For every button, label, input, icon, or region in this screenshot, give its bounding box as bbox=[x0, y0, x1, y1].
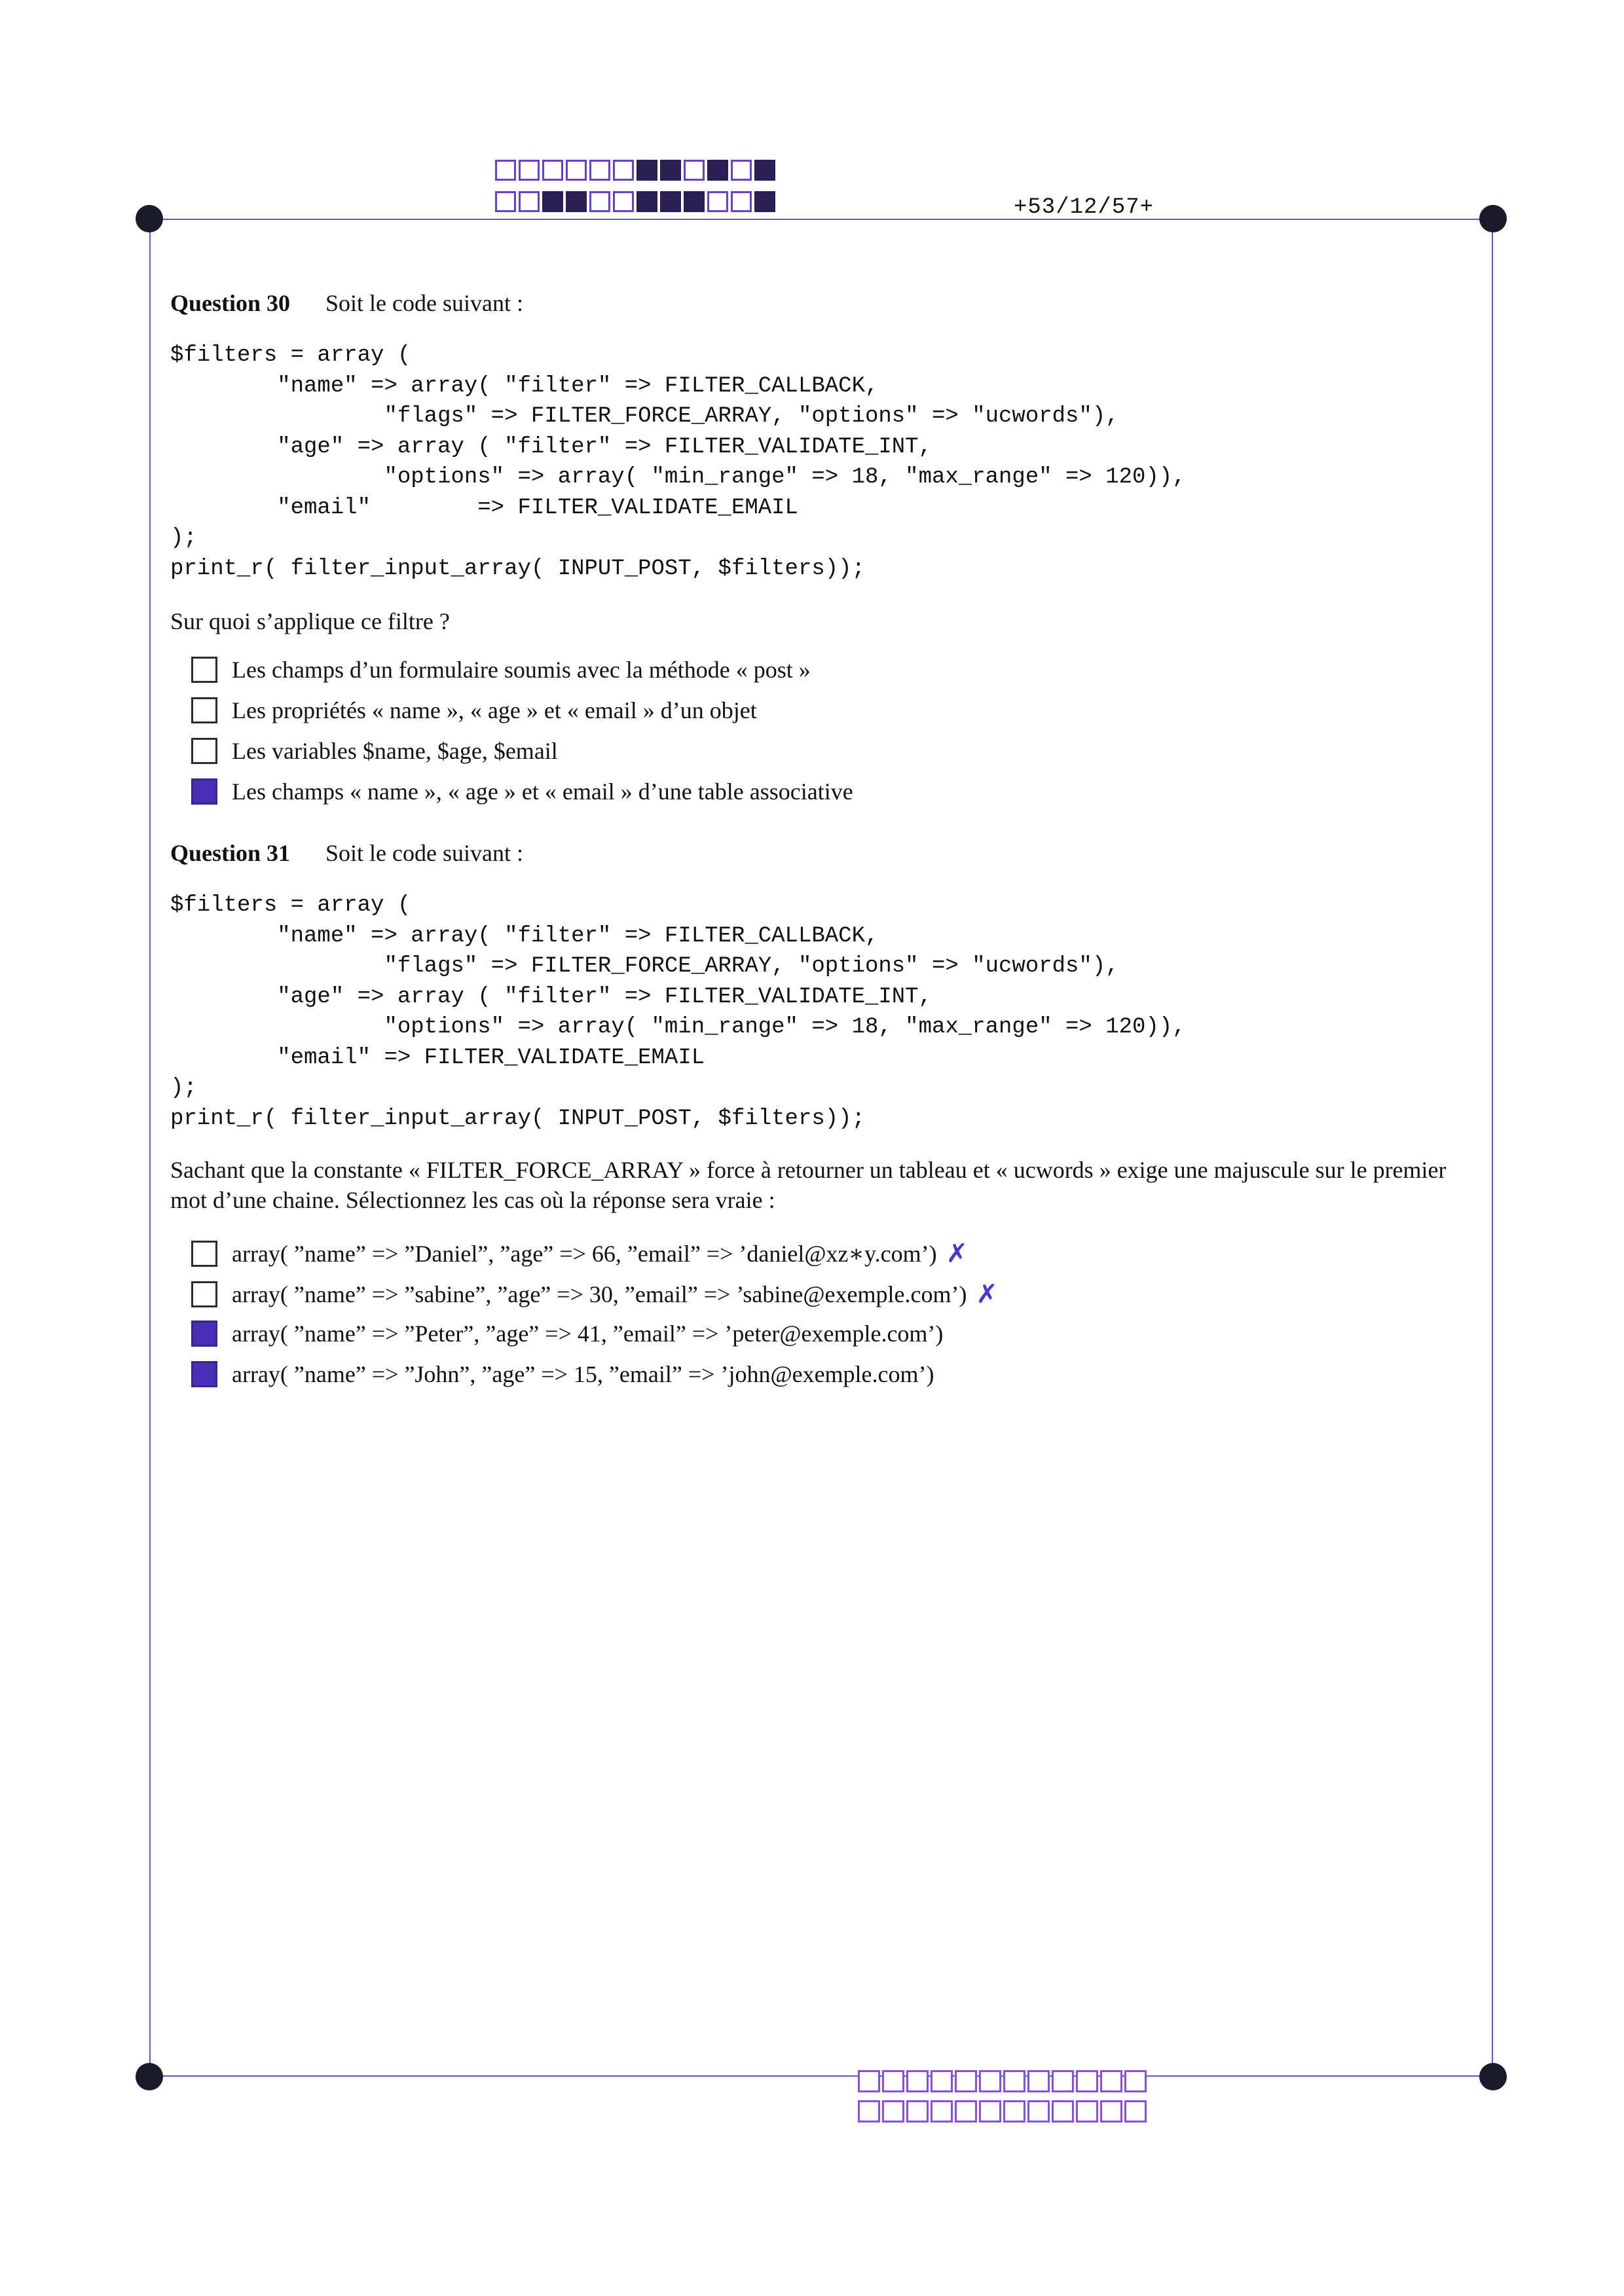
page-code-bottom-1-cell bbox=[1076, 2070, 1098, 2092]
question-30-answer-1 bbox=[191, 656, 811, 683]
question-31-answer-3-label: array( ”name” => ”Peter”, ”age” => 41, ”email” => ’peter@exemple.com’) bbox=[232, 1321, 944, 1347]
page-code-top-2-cell bbox=[731, 191, 752, 212]
question-31-code: $filters = array ( "name" => array( "filter" => FILTER_CALLBACK, "flags" => FILTER_FORCE_ARRAY, "options" => "ucwords"), "age" => array ( "filter" => FILTER_VALIDATE_INT, "options" => array( "min_range" => 18, "max_range" => 120)), "email" => FILTER_VALIDATE_EMAIL ); print_r( filter_input_array( INPUT_POST, $filters)); bbox=[170, 893, 1186, 1131]
page-code-bottom-2-cell bbox=[979, 2100, 1001, 2123]
page-code-bottom-1-cell bbox=[955, 2070, 977, 2092]
question-30-answer-2-checkbox[interactable] bbox=[191, 697, 217, 723]
question-30-answer-4-checkbox[interactable] bbox=[191, 778, 217, 805]
question-31-text: Sachant que la constante « FILTER_FORCE_ARRAY » force à retourner un tableau et « ucwords » exige une majuscule sur le premier mot d’une chaine. Sélectionnez les cas où la réponse sera vraie : bbox=[170, 1157, 1447, 1213]
page-code-top-2-cell bbox=[707, 191, 728, 212]
question-31-intro: Soit le code suivant : bbox=[325, 840, 523, 866]
page-code-bottom-1-cell bbox=[906, 2070, 929, 2092]
page-code-top-1-cell bbox=[754, 160, 775, 181]
page-code-bottom-2-cell bbox=[931, 2100, 953, 2123]
page-code-bottom-row-2 bbox=[858, 2100, 1149, 2123]
page-code-top-2-cell bbox=[495, 191, 516, 212]
page-code-top-row-1 bbox=[495, 160, 778, 181]
page-code-bottom-2-cell bbox=[1076, 2100, 1098, 2123]
question-31-heading bbox=[170, 839, 523, 867]
page-code-top-1-cell bbox=[519, 160, 540, 181]
question-31-answer-2-checkbox[interactable] bbox=[191, 1281, 217, 1307]
question-30-answer-4 bbox=[191, 778, 853, 805]
page-code-top-2-cell bbox=[519, 191, 540, 212]
page-code-top-1-cell bbox=[660, 160, 681, 181]
question-30-answer-2 bbox=[191, 697, 757, 724]
question-30-number: Question 30 bbox=[170, 290, 291, 316]
page-code-bottom-row-1 bbox=[858, 2070, 1149, 2092]
question-30-heading bbox=[170, 289, 523, 317]
page-code-top-2-cell bbox=[684, 191, 705, 212]
registration-dot-top-right bbox=[1479, 205, 1507, 232]
question-30-answer-1-label: Les champs d’un formulaire soumis avec la méthode « post » bbox=[232, 657, 811, 683]
page-code-bottom-1-cell bbox=[882, 2070, 904, 2092]
page-code-bottom-1-cell bbox=[1027, 2070, 1050, 2092]
page-code-top-2-cell bbox=[754, 191, 775, 212]
page-code-top-1-cell bbox=[566, 160, 587, 181]
page-code-top-2-cell bbox=[542, 191, 563, 212]
question-31-answer-2-grader-mark: ✗ bbox=[976, 1279, 998, 1309]
page-code-top-2-cell bbox=[566, 191, 587, 212]
question-31-number: Question 31 bbox=[170, 840, 291, 866]
question-30-answer-3-checkbox[interactable] bbox=[191, 738, 217, 764]
registration-dot-bottom-right bbox=[1479, 2063, 1507, 2090]
page-code-top-1-cell bbox=[731, 160, 752, 181]
page-code-bottom-2-cell bbox=[1052, 2100, 1074, 2123]
question-31-answer-4-checkbox[interactable] bbox=[191, 1361, 217, 1387]
page-code-top-1-cell bbox=[613, 160, 634, 181]
page-code-bottom-2-cell bbox=[1124, 2100, 1147, 2123]
question-30-answer-3-label: Les variables $name, $age, $email bbox=[232, 738, 558, 764]
page-code-top-1-cell bbox=[542, 160, 563, 181]
registration-dot-bottom-left bbox=[136, 2063, 163, 2090]
question-30-intro: Soit le code suivant : bbox=[325, 290, 523, 316]
page-code-top-1-cell bbox=[684, 160, 705, 181]
page-code-top-2-cell bbox=[613, 191, 634, 212]
question-30-answer-1-checkbox[interactable] bbox=[191, 657, 217, 683]
question-30-text: Sur quoi s’applique ce filtre ? bbox=[170, 608, 450, 634]
question-31-answer-1 bbox=[191, 1239, 968, 1269]
question-30-answer-2-label: Les propriétés « name », « age » et « email » d’un objet bbox=[232, 697, 757, 723]
page-code-bottom-2-cell bbox=[1027, 2100, 1050, 2123]
page-code-top-2-cell bbox=[637, 191, 657, 212]
page-code-bottom-2-cell bbox=[858, 2100, 880, 2123]
question-31-answer-4-label: array( ”name” => ”John”, ”age” => 15, ”email” => ’john@exemple.com’) bbox=[232, 1361, 934, 1387]
page-code-bottom-2-cell bbox=[955, 2100, 977, 2123]
page-code-bottom-1-cell bbox=[1052, 2070, 1074, 2092]
question-31-answer-3-checkbox[interactable] bbox=[191, 1321, 217, 1347]
page-code-bottom-2-cell bbox=[1100, 2100, 1122, 2123]
page-code-top-1-cell bbox=[637, 160, 657, 181]
question-31-answer-2-label: array( ”name” => ”sabine”, ”age” => 30, ”email” => ’sabine@exemple.com’) bbox=[232, 1281, 967, 1307]
page-code-bottom-1-cell bbox=[979, 2070, 1001, 2092]
page-code-top-2-cell bbox=[589, 191, 610, 212]
page-code-top-1-cell bbox=[707, 160, 728, 181]
page-code-top-1-cell bbox=[495, 160, 516, 181]
question-30-answer-4-label: Les champs « name », « age » et « email » d’une table associative bbox=[232, 778, 853, 805]
page-code-bottom-1-cell bbox=[1100, 2070, 1122, 2092]
page-code-bottom-1-cell bbox=[858, 2070, 880, 2092]
question-31-answer-1-grader-mark: ✗ bbox=[946, 1239, 969, 1269]
question-30-answer-3 bbox=[191, 737, 558, 765]
question-31-answer-3 bbox=[191, 1320, 943, 1347]
page-id: +53/12/57+ bbox=[1014, 195, 1154, 220]
page-code-bottom-2-cell bbox=[882, 2100, 904, 2123]
page-code-top-row-2 bbox=[495, 191, 778, 212]
page-code-top-2-cell bbox=[660, 191, 681, 212]
question-30-code: $filters = array ( "name" => array( "filter" => FILTER_CALLBACK, "flags" => FILTER_FORCE_ARRAY, "options" => "ucwords"), "age" => array ( "filter" => FILTER_VALIDATE_INT, "options" => array( "min_range" => 18, "max_range" => 120)), "email" => FILTER_VALIDATE_EMAIL ); print_r( filter_input_array( INPUT_POST, $filters)); bbox=[170, 343, 1186, 581]
page-code-bottom-2-cell bbox=[1003, 2100, 1025, 2123]
registration-dot-top-left bbox=[136, 205, 163, 232]
question-31-answer-1-label: array( ”name” => ”Daniel”, ”age” => 66, ”email” => ’daniel@xz∗y.com’) bbox=[232, 1241, 937, 1267]
question-31-answer-4 bbox=[191, 1360, 934, 1388]
page-code-bottom-2-cell bbox=[906, 2100, 929, 2123]
page-code-top-1-cell bbox=[589, 160, 610, 181]
question-31-answer-2 bbox=[191, 1279, 998, 1309]
page-code-bottom-1-cell bbox=[1003, 2070, 1025, 2092]
question-31-answer-1-checkbox[interactable] bbox=[191, 1241, 217, 1267]
page-code-bottom-1-cell bbox=[931, 2070, 953, 2092]
page-code-bottom-1-cell bbox=[1124, 2070, 1147, 2092]
